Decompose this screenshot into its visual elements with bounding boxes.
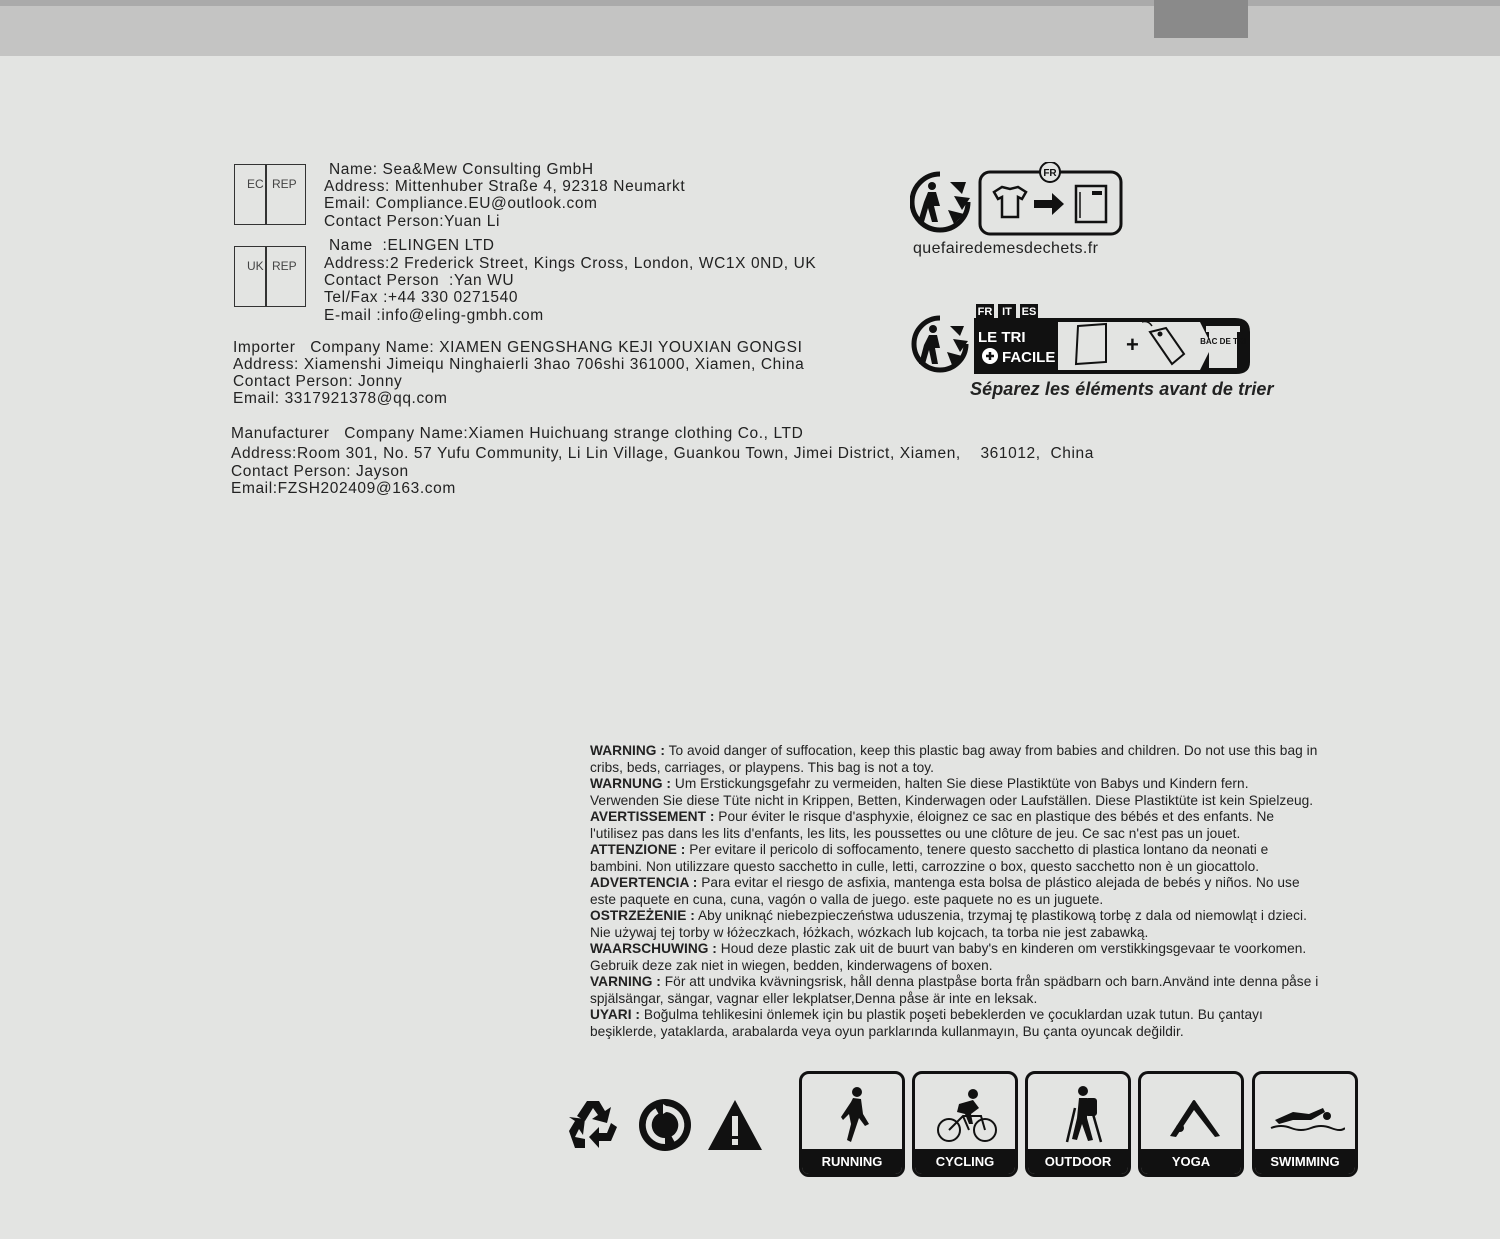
importer-company: Importer Company Name: XIAMEN GENGSHANG KEJI YOUXIAN GONGSI [233, 339, 803, 356]
ec-rep-contact: Contact Person:Yuan Li [324, 213, 501, 230]
triman-url: quefairedemesdechets.fr [913, 240, 1099, 257]
sport-cycling [912, 1071, 1018, 1177]
recycle-icon [565, 1097, 621, 1153]
sport-outdoor [1025, 1071, 1131, 1177]
importer-email: Email: 3317921378@qq.com [233, 390, 448, 407]
ec-rep-email: Email: Compliance.EU@outlook.com [324, 195, 598, 212]
sport-label-swimming: SWIMMING [1255, 1149, 1355, 1174]
triman-clothing-logo [910, 162, 1125, 238]
lang-badges [976, 304, 1038, 318]
manufacturer-address: Address:Room 301, No. 57 Yufu Community, Li Lin Village, Guankou Town, Jimei District, Xiamen, 361012, China [231, 445, 1094, 462]
le-tri-facile-logo [910, 302, 1255, 378]
triman-icon [912, 174, 970, 230]
uk-rep-symbol [234, 246, 306, 307]
manufacturer-contact: Contact Person: Jayson [231, 463, 409, 480]
warning-es: ADVERTENCIA : Para evitar el riesgo de asfixia, mantenga esta bolsa de plástico alejada de bebés y niños. No use este paquete en cuna, cuna, vagón o valla de juego. este paquete no es un juguete. [590, 875, 1300, 907]
triman-caption: Séparez les éléments avant de trier [970, 379, 1274, 399]
uk-rep-email: E-mail :info@eling-gmbh.com [324, 307, 544, 324]
uk-rep-address: Address:2 Frederick Street, Kings Cross, London, WC1X 0ND, UK [324, 255, 817, 272]
sport-yoga [1138, 1071, 1244, 1177]
runner-icon [825, 1084, 885, 1146]
sport-swimming [1252, 1071, 1358, 1177]
tshirt-icon [994, 187, 1026, 217]
swimmer-icon [1269, 1084, 1345, 1146]
warning-nl: WAARSCHUWING : Houd deze plastic zak uit de buurt van baby's en kinderen om verstikkingsgevaar te voorkomen. Gebruik deze zak niet in wiegen, bedden, kinderwagens of boxen. [590, 941, 1307, 973]
warning-de: WARNUNG : Um Erstickungsgefahr zu vermeiden, halten Sie diese Plastiktüte von Babys und Kindern fern. Verwenden Sie diese Tüte nicht in Krippen, Betten, Kinderwagen oder Laufställen. Diese Plastiktüte ist kein Spielzeug. [590, 776, 1314, 808]
triman-icon [914, 318, 968, 370]
ec-rep-address: Address: Mittenhuber Straße 4, 92318 Neumarkt [324, 178, 686, 195]
lang-it: IT [1002, 306, 1012, 318]
le-tri-text: LE TRI [978, 329, 1026, 346]
importer-address: Address: Xiamenshi Jimeiqu Ninghaierli 3hao 706shi 361000, Xiamen, China [233, 356, 805, 373]
warning-en: WARNING : To avoid danger of suffocation, keep this plastic bag away from babies and children. Do not use this bag in cribs, beds, carriages, or playpens. This bag is not a toy. [590, 743, 1318, 775]
ec-rep-symbol [234, 164, 306, 225]
arrow-right-icon [1034, 193, 1064, 215]
uk-rep-name: Name :ELINGEN LTD [329, 237, 495, 254]
sport-running [799, 1071, 905, 1177]
top-band-tab [1154, 0, 1248, 38]
warning-sv: VARNING : För att undvika kvävningsrisk, håll denna plastpåse borta från spädbarn och barn.Använd inte denna påse i spjälsängar, sängar, vagnar eller lekplatser,Denna påse är inte en leksak. [590, 974, 1319, 1006]
uk-rep-right-label: REP [272, 259, 297, 273]
facile-text: FACILE [1002, 349, 1056, 366]
warning-fr: AVERTISSEMENT : Pour éviter le risque d'asphyxie, éloignez ce sac en plastique des bébés et des enfants. Ne l'utilisez pas dans les lits d'enfants, les lits, les poussettes ou une clôture de jeu. Ce sac n'est pas un jouet. [590, 809, 1275, 841]
uk-rep-tel: Tel/Fax :+44 330 0271540 [324, 289, 519, 306]
warning-tr: UYARI : Boğulma tehlikesini önlemek için bu plastik poşeti bebeklerden ve çocuklardan uzak tutun. Bu çantayı beşiklerde, yataklarda, arabalarda veya oyun parklarında kullanmayın, Bu çanta oyuncak değildir. [590, 1007, 1263, 1039]
green-dot-icon [637, 1097, 693, 1153]
warning-it: ATTENZIONE : Per evitare il pericolo di soffocamento, tenere questo sacchetto di plastica lontano da neonati e bambini. Non utilizzare questo sacchetto in culle, letti, carrozzine o box, questo sacchetto non è un giocattolo. [590, 842, 1269, 874]
manufacturer-company: Manufacturer Company Name:Xiamen Huichuang strange clothing Co., LTD [231, 425, 804, 442]
collection-bin-icon [1076, 186, 1106, 222]
uk-rep-left-label: UK [247, 259, 264, 273]
sport-label-running: RUNNING [802, 1149, 902, 1174]
ec-rep-right-label: REP [272, 177, 297, 191]
importer-contact: Contact Person: Jonny [233, 373, 403, 390]
plus-sign: + [1126, 332, 1139, 357]
uk-rep-contact: Contact Person :Yan WU [324, 272, 515, 289]
triman-fr-badge: FR [1043, 168, 1057, 179]
lang-es: ES [1021, 306, 1037, 318]
warning-triangle-icon [706, 1098, 764, 1152]
ec-rep-name: Name: Sea&Mew Consulting GmbH [329, 161, 594, 178]
bin-text: BAC DE TRI [1200, 337, 1246, 346]
lang-fr: FR [977, 306, 993, 318]
sport-label-yoga: YOGA [1141, 1149, 1241, 1174]
cyclist-icon [937, 1084, 997, 1146]
manufacturer-email: Email:FZSH202409@163.com [231, 480, 456, 497]
ec-rep-left-label: EC [247, 177, 264, 191]
warning-pl: OSTRZEŻENIE : Aby uniknąć niebezpieczeństwa uduszenia, trzymaj tę plastikową torbę z dala od niemowląt i dzieci. Nie używaj tej torby w łóżeczkach, łóżkach, wózkach lub kojcach, ta torba nie jest zabawką. [590, 908, 1307, 940]
warning-block [590, 743, 1320, 1040]
top-band [0, 0, 1500, 56]
sport-label-outdoor: OUTDOOR [1028, 1149, 1128, 1174]
hiker-icon [1051, 1084, 1111, 1146]
yoga-icon [1164, 1084, 1224, 1146]
sport-label-cycling: CYCLING [915, 1149, 1015, 1174]
